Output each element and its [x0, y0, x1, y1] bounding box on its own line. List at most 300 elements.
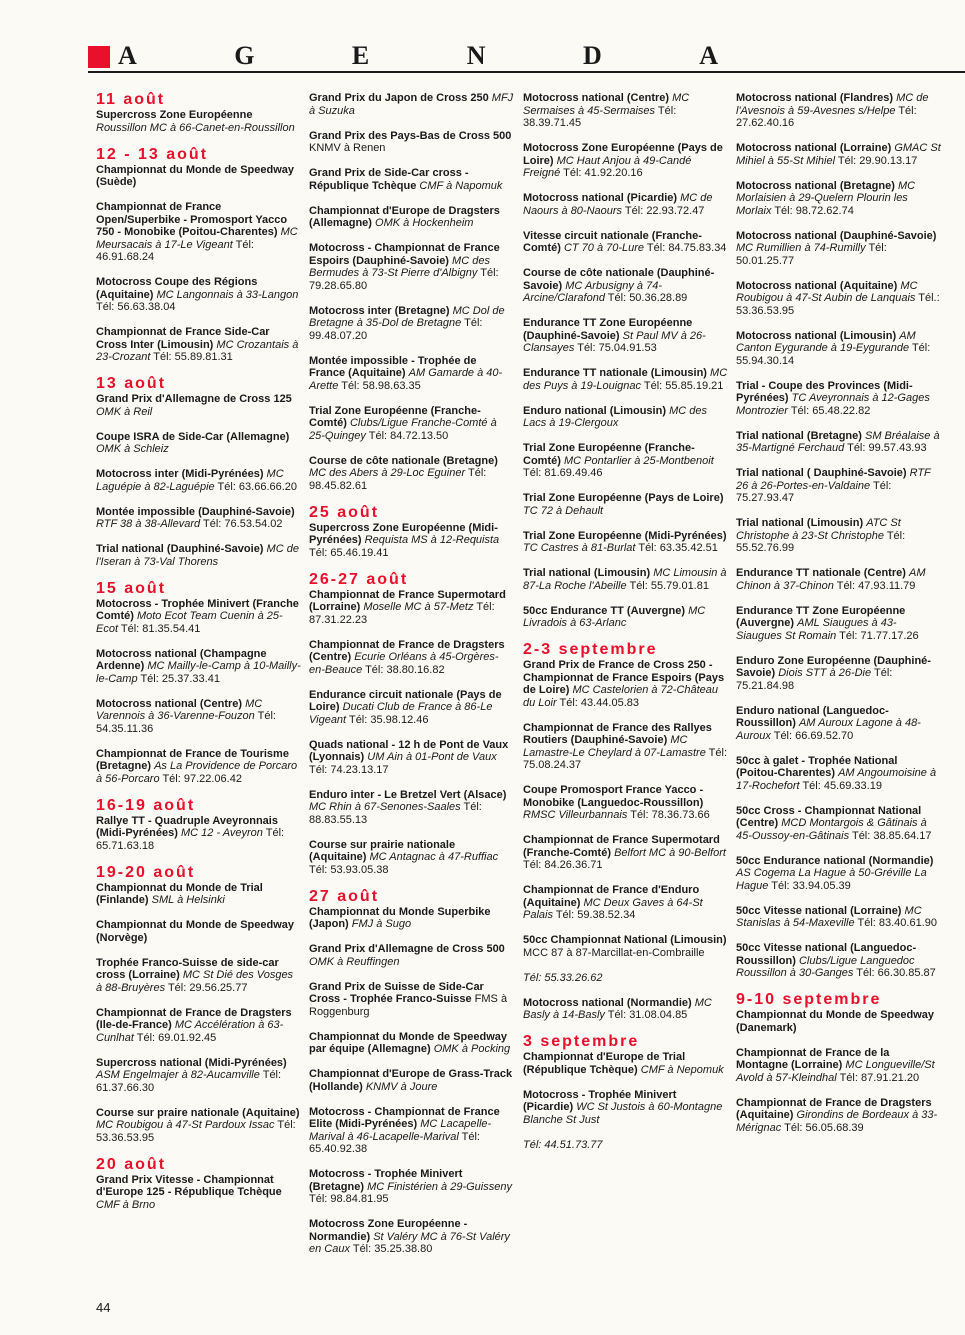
- event-title: Course sur prairie nationale (Aquitaine): [309, 838, 456, 863]
- event-title: Championnat du Monde de Speedway (Danemark): [736, 1009, 935, 1034]
- event-entry: [736, 655, 941, 693]
- event-title: Motocross national (Aquitaine): [736, 279, 898, 292]
- event-organizer: MC Varennois à 36-Varenne-Fouzon: [96, 697, 263, 722]
- event-title: Montée impossible - Trophée de France (Aquitaine): [309, 354, 477, 379]
- event-entry: [736, 805, 941, 843]
- event-organizer: CMF à Napomuk: [419, 179, 503, 192]
- event-phone: Tél: 66.30.85.87: [856, 967, 936, 979]
- event-phone: Tél: 87.31.22.23: [309, 601, 495, 626]
- event-title: Motocross - Trophée Minivert (Franche Comté): [96, 597, 299, 622]
- event-title: Motocross Zone Européenne (Pays de Loire): [523, 142, 723, 167]
- event-title: 50cc Endurance national (Normandie): [736, 854, 934, 867]
- event-entry: [96, 201, 301, 264]
- event-title: Endurance TT nationale (Limousin): [523, 367, 707, 379]
- date-heading: 19-20 août: [96, 863, 196, 881]
- event-title: Championnat du Monde de Speedway par équipe (Allemagne): [309, 1030, 508, 1055]
- event-organizer: RMSC Villeurbannais: [523, 809, 628, 821]
- event-entry: [309, 1218, 514, 1256]
- title-letter: A: [699, 41, 718, 70]
- event-organizer: MC Pontarlier à 25-Montbenoit: [563, 454, 714, 467]
- event-phone: Tél: 98.72.62.74: [774, 204, 854, 217]
- event-organizer: AM Canton Eygurande à 19-Eygurande: [736, 329, 916, 354]
- event-phone: Tél: 27.62.40.16: [736, 104, 917, 129]
- event-title: Course de côte nationale (Dauphiné-Savoie): [523, 267, 715, 292]
- event-entry: [309, 1031, 514, 1056]
- event-entry: [523, 92, 728, 130]
- event-organizer: TC Aveyronnais à 12-Gages Montrozier: [736, 392, 930, 417]
- event-organizer: UM Ain à 01-Pont de Vaux: [367, 751, 497, 763]
- event-entry: [523, 1051, 728, 1076]
- event-title: Trial national (Dauphiné-Savoie): [96, 543, 264, 555]
- event-entry: [523, 659, 728, 709]
- event-entry: [523, 605, 728, 630]
- event-organizer: MC Rhin à 67-Senones-Saales: [309, 801, 461, 813]
- event-entry: [523, 530, 728, 555]
- event-entry: [523, 934, 728, 959]
- event-organizer: AM Chinon à 37-Chinon: [736, 567, 926, 592]
- event-entry: [309, 789, 514, 827]
- event-organizer: RTF 26 à 26-Portes-en-Valdaine: [736, 467, 931, 492]
- event-title: Montée impossible (Dauphiné-Savoie): [96, 505, 295, 518]
- event-organizer: MC Sermaises à 45-Sermaises: [523, 92, 690, 117]
- event-organizer: KNMV à Joure: [365, 1080, 438, 1093]
- event-title: Motocross national (Champagne Ardenne): [96, 647, 267, 672]
- event-organizer: As La Providence de Porcaro à 56-Porcaro: [96, 760, 298, 785]
- event-title: Championnat de France des Rallyes Routiers (Dauphiné-Savoie): [523, 721, 712, 746]
- event-title: Endurance TT Zone Européenne (Auvergne): [736, 604, 906, 629]
- event-title: Championnat du Monde de Speedway (Suède): [96, 163, 295, 188]
- event-phone: Tél.: 53.36.53.95: [736, 292, 940, 317]
- event-organizer: MC Dol de Bretagne à 35-Dol de Bretagne: [309, 304, 505, 329]
- event-entry: [523, 492, 728, 517]
- event-title: Enduro national (Limousin): [523, 404, 666, 417]
- event-organizer: AM Gamarde à 40-Arette: [309, 367, 503, 392]
- event-title: Motocross national (Flandres): [736, 92, 894, 104]
- event-title: 50cc Vitesse national (Lorraine): [736, 904, 902, 917]
- event-entry: [309, 205, 514, 230]
- event-organizer: MC Meursacais à 17-Le Vigeant: [96, 226, 298, 251]
- event-entry: [309, 355, 514, 393]
- event-entry: [96, 109, 301, 134]
- event-organizer: MC Roubigou à 47-St Aubin de Lanquais: [736, 279, 918, 304]
- event-organizer: MC Morlaisien à 29-Quelern Plourin les Morlaix: [736, 179, 916, 217]
- agenda-column-2: [309, 92, 514, 1268]
- event-organizer: FMJ à Sugo: [351, 918, 412, 930]
- event-title: Motocross Zone Européenne - Normandie): [309, 1218, 468, 1243]
- event-phone: Tél: 58.98.63.35: [341, 379, 421, 392]
- date-heading: 2-3 septembre: [523, 641, 658, 658]
- event-phone: Tél: 53.36.53.95: [96, 1119, 296, 1144]
- event-title: Championnat de France Supermotard (Franche-Comté): [523, 834, 720, 859]
- event-organizer: MC Laguépie à 82-Laguépie: [96, 468, 284, 493]
- event-organizer: MC Arbusigny à 74-Arcine/Clarafond: [523, 279, 663, 304]
- title-letter: D: [582, 41, 602, 70]
- event-title: Grand Prix de Suisse de Side-Car Cross - Trophée Franco-Suisse: [309, 980, 484, 1005]
- event-organizer: Ecurie Orléans à 45-Orgères-en-Beauce: [309, 651, 499, 676]
- event-title: Course de côte nationale (Bretagne): [309, 454, 498, 467]
- event-phone: Tél: 55.89.81.31: [153, 351, 233, 363]
- event-title: Grand Prix d'Allemagne de Cross 500: [309, 943, 505, 955]
- event-title: Endurance TT Zone Européenne (Dauphiné-Savoie): [523, 317, 693, 342]
- event-organizer: MC Mailly-le-Camp à 10-Mailly-le-Camp: [96, 660, 301, 685]
- event-entry: [309, 589, 514, 627]
- event-phone: Tél: 87.91.21.20: [839, 1071, 920, 1084]
- event-entry: [96, 648, 301, 686]
- event-phone: Tél: 46.91.68.24: [96, 238, 254, 263]
- event-organizer: CT 70 à 70-Lure: [563, 242, 645, 254]
- event-entry: [309, 839, 514, 877]
- event-organizer: MC des Puys à 19-Louignac: [523, 367, 728, 392]
- event-entry: [96, 506, 301, 531]
- event-organizer: MC Antagnac à 47-Ruffiac: [369, 851, 499, 863]
- event-title: Motocross national (Dauphiné-Savoie): [736, 229, 937, 242]
- event-phone: Tél: 43.44.05.83: [559, 696, 640, 709]
- event-phone: Tél: 38.80.16.82: [365, 663, 445, 676]
- event-phone: KNMV à Renen: [309, 142, 386, 154]
- event-entry: [309, 639, 514, 677]
- event-organizer: Roussillon MC à 66-Canet-en-Roussillon: [96, 121, 295, 134]
- event-title: Motocross inter (Bretagne): [309, 304, 450, 317]
- event-title: Motocross - Trophée Minivert (Bretagne): [309, 1168, 463, 1193]
- event-organizer: WC St Justois à 60-Montagne Blanche St Just: [523, 1101, 723, 1126]
- event-title: Trial national (Limousin): [523, 567, 651, 579]
- event-title: Grand Prix du Japon de Cross 250: [309, 92, 489, 104]
- event-entry: [96, 815, 301, 853]
- event-phone: Tél: 55.85.19.21: [643, 379, 724, 392]
- event-organizer: MC Lamastre-Le Cheylard à 07-Lamastre: [523, 734, 706, 759]
- event-title: Motocross national (Picardie): [523, 192, 678, 204]
- event-organizer: MC Limousin à 87-La Roche l'Abeille: [523, 567, 727, 592]
- event-title: Trophée Franco-Suisse de side-car cross (Lorraine): [96, 956, 279, 981]
- event-entry: [523, 1089, 728, 1127]
- event-entry: [96, 468, 301, 493]
- event-title: Vitesse circuit nationale (Franche-Comté): [523, 229, 702, 254]
- event-title: Motocross national (Normandie): [523, 996, 692, 1009]
- event-entry: [523, 997, 728, 1022]
- title-letter: N: [466, 41, 486, 70]
- event-phone: Tél: 99.57.43.93: [847, 442, 927, 454]
- event-title: Motocross national (Centre): [96, 697, 243, 710]
- event-title: Trial Zone Européenne (Pays de Loire): [523, 492, 724, 504]
- event-organizer: MC Stanislas à 54-Maxeville: [736, 904, 922, 929]
- event-entry: [736, 567, 941, 592]
- event-title: Championnat d'Europe de Trial (République Tchèque): [523, 1051, 686, 1076]
- event-entry: [523, 317, 728, 355]
- event-title: Championnat du Monde Superbike (Japon): [309, 905, 491, 930]
- date-heading: 3 septembre: [523, 1033, 640, 1050]
- event-title: 50cc Championnat National (Limousin): [523, 934, 727, 946]
- event-phone: Tél: 66.69.52.70: [773, 729, 854, 742]
- event-entry: [736, 517, 941, 555]
- event-entry: [96, 957, 301, 995]
- event-organizer: ASM Engelmajer à 82-Aucamville: [96, 1069, 260, 1081]
- red-square-icon: [88, 46, 110, 68]
- title-letter: E: [351, 41, 370, 70]
- date-heading: 27 août: [309, 887, 380, 905]
- event-phone: Tél: 65.46.19.41: [309, 546, 389, 559]
- event-organizer: Tél: 44.51.73.77: [523, 1138, 603, 1151]
- event-phone: Tél: 53.93.05.38: [309, 863, 389, 876]
- event-phone: Tél: 38.39.71.45: [523, 104, 677, 129]
- event-entry: [309, 405, 514, 443]
- event-entry: [736, 430, 941, 455]
- agenda-header: [88, 42, 965, 74]
- event-organizer: MC St Dié des Vosges à 88-Bruyères: [96, 969, 294, 994]
- event-phone: MCC 87 à 87-Marcillat-en-Combraille: [523, 946, 705, 959]
- event-entry: [96, 1007, 301, 1045]
- event-title: Championnat de France de Dragsters (Aquitaine): [736, 1096, 932, 1121]
- event-entry: [309, 1168, 514, 1206]
- event-phone: Tél: 78.36.73.66: [630, 809, 710, 821]
- event-phone: Tél: 33.94.05.39: [771, 879, 851, 892]
- event-title: Grand Prix de France de Cross 250 - Championnat de France Espoirs (Pays de Loire): [523, 659, 725, 696]
- event-organizer: MC Langonnais à 33-Langon: [156, 288, 299, 301]
- event-organizer: GMAC St Mihiel à 55-St Mihiel: [736, 142, 941, 167]
- date-heading: 9-10 septembre: [736, 991, 882, 1008]
- event-entry: [736, 855, 941, 893]
- event-organizer: MC 12 - Aveyron: [180, 827, 263, 839]
- event-title: Championnat du Monde de Trial (Finlande): [96, 881, 263, 906]
- event-phone: Tél: 75.08.24.37: [523, 746, 728, 771]
- event-entry: [736, 92, 941, 130]
- event-organizer: AML Siaugues à 43-Siaugues St Romain: [736, 617, 897, 642]
- event-organizer: Ducati Club de France à 86-Le Vigeant: [309, 701, 493, 726]
- event-title: Motocross Coupe des Régions (Aquitaine): [96, 276, 258, 301]
- date-heading: 26-27 août: [309, 570, 409, 588]
- event-entry: [96, 431, 301, 456]
- event-phone: Tél: 29.90.13.17: [837, 154, 918, 167]
- event-organizer: SM Bréalaise à 35-Martigné Ferchaud: [736, 429, 940, 454]
- event-organizer: Tél: 55.33.26.62: [523, 971, 603, 984]
- event-organizer: ATC St Christophe à 23-St Christophe: [736, 517, 901, 542]
- event-organizer: Moto Ecot Team Cuenin à 25-Ecot: [96, 610, 283, 635]
- event-phone: Tél: 25.37.33.41: [140, 672, 220, 685]
- event-organizer: Requista MS à 12-Requista: [364, 534, 500, 546]
- event-phone: Tél: 84.72.13.50: [368, 429, 449, 442]
- event-entry: [96, 882, 301, 907]
- event-organizer: MC Accélération à 63-Cunlhat: [96, 1019, 284, 1044]
- event-organizer: MC Rumillien à 74-Rumilly: [736, 242, 866, 254]
- event-entry: [736, 705, 941, 743]
- title-letter: A: [118, 41, 137, 70]
- event-organizer: OMK à Pocking: [433, 1043, 511, 1055]
- event-phone: Tél: 22.93.72.47: [624, 204, 705, 217]
- event-title: Grand Prix Vitesse - Championnat d'Europe 125 - République Tchèque: [96, 1173, 282, 1198]
- event-entry: [309, 943, 514, 968]
- event-title: Championnat de France Open/Superbike - Promosport Yacco 750 - Monobike (Poitou-Charentes): [96, 201, 288, 238]
- date-heading: 25 août: [309, 503, 380, 521]
- event-organizer: St Paul MV à 26-Clansayes: [523, 329, 706, 354]
- event-entry: [736, 755, 941, 793]
- event-phone: Tél: 98.84.81.95: [309, 1193, 389, 1205]
- event-organizer: Clubs/Ligue Franche-Comté à 25-Quingey: [309, 417, 497, 442]
- event-phone: Tél: 99.48.07.20: [309, 317, 483, 342]
- event-entry: [309, 981, 514, 1019]
- event-phone: Tél: 69.01.92.45: [136, 1031, 217, 1044]
- event-phone: Tél: 61.37.66.30: [96, 1069, 282, 1094]
- event-organizer: Girondins de Bordeaux à 33-Mérignac: [736, 1109, 938, 1134]
- event-title: Championnat d'Europe de Dragsters (Allemagne): [309, 204, 500, 229]
- event-title: 50cc Vitesse national (Languedoc-Roussillon): [736, 942, 917, 967]
- event-organizer: MC Roubigou à 47-St Pardoux Issac: [96, 1119, 275, 1131]
- event-entry: [96, 393, 301, 418]
- event-phone: Tél: 55.79.01.81: [629, 579, 709, 592]
- event-organizer: MC Basly à 14-Basly: [523, 996, 712, 1021]
- event-entry: [736, 605, 941, 643]
- event-entry: [736, 330, 941, 368]
- event-entry: [309, 689, 514, 727]
- event-title: Endurance TT nationale (Centre): [736, 567, 906, 579]
- event-entry: [96, 164, 301, 189]
- event-entry: [736, 142, 941, 167]
- event-title: Rallye TT - Quadruple Aveyronnais (Midi-Pyrénées): [96, 814, 278, 839]
- event-organizer: MC Crozantais à 23-Crozant: [96, 338, 299, 363]
- event-organizer: MFJ à Suzuka: [309, 92, 514, 117]
- event-entry: [523, 567, 728, 592]
- event-phone: Tél: 55.52.76.99: [736, 529, 906, 554]
- event-phone: Tél: 79.28.65.80: [309, 267, 499, 292]
- event-title: Trial national ( Dauphiné-Savoie): [736, 467, 907, 479]
- event-title: Motocross - Championnat de France Elite (Midi-Pyrénées): [309, 1105, 500, 1130]
- event-entry: [96, 598, 301, 636]
- event-title: Coupe Promosport France Yacco - Monobike (Languedoc-Roussillon): [523, 784, 704, 809]
- event-entry: [309, 1068, 514, 1093]
- event-entry: [523, 230, 728, 255]
- event-title: Enduro Zone Européenne (Dauphiné-Savoie): [736, 654, 931, 679]
- event-phone: Tél: 97.22.06.42: [162, 772, 242, 785]
- event-organizer: OMK à Schleiz: [96, 443, 169, 455]
- event-phone: Tél: 56.05.68.39: [784, 1121, 864, 1134]
- event-phone: Tél: 75.21.84.98: [736, 667, 893, 692]
- event-phone: Tél: 50.36.28.89: [607, 292, 688, 304]
- event-phone: Tél: 88.83.55.13: [309, 801, 482, 826]
- event-organizer: OMK à Reil: [96, 405, 153, 418]
- event-organizer: MC Finistérien à 29-Guisseny: [367, 1180, 512, 1193]
- event-organizer: MC Deux Gaves à 64-St Palais: [523, 896, 703, 921]
- event-title: 50cc Cross - Championnat National (Centre): [736, 804, 922, 829]
- event-entry: [736, 1009, 941, 1034]
- event-organizer: TC 72 à Dehault: [523, 504, 604, 517]
- event-phone: Tél: 38.85.64.17: [851, 829, 932, 842]
- event-phone: Tél: 31.08.04.85: [607, 1009, 688, 1021]
- event-entry: [309, 522, 514, 560]
- title-letter: G: [234, 41, 255, 70]
- event-organizer: TC Castres à 81-Burlat: [523, 542, 636, 554]
- event-title: Trial - Coupe des Provinces (Midi-Pyrénées): [736, 379, 913, 404]
- event-organizer: SML à Helsinki: [151, 894, 225, 906]
- event-organizer: MCD Montargois & Gâtinais à 45-Oussoy-en-Gâtinais: [736, 817, 927, 842]
- event-title: Grand Prix de Side-Car cross - République Tchèque: [309, 167, 469, 192]
- event-entry: [523, 722, 728, 772]
- event-entry: [96, 543, 301, 568]
- event-phone: Tél: 41.92.20.16: [563, 167, 643, 179]
- event-organizer: AS Cogema La Hague à 50-Gréville La Hague: [736, 867, 927, 892]
- event-phone: Tél: 45.69.33.19: [802, 779, 882, 792]
- event-phone: Tél: 71.77.17.26: [839, 629, 919, 642]
- event-title: Trial national (Limousin): [736, 517, 864, 529]
- event-title: Trial national (Bretagne): [736, 429, 862, 442]
- event-phone: Tél: 83.40.61.90: [857, 917, 937, 929]
- event-organizer: MC Lacapelle-Marival à 46-Lacapelle-Marival: [309, 1118, 492, 1143]
- event-title: Championnat de France de Tourisme (Bretagne): [96, 747, 289, 772]
- event-phone: Tél: 65.71.63.18: [96, 827, 285, 852]
- event-title: Championnat d'Europe de Grass-Track (Hollande): [309, 1068, 513, 1093]
- event-title: Supercross Zone Européenne: [96, 109, 253, 121]
- agenda-column-1: [96, 92, 301, 1224]
- header-rule: [88, 71, 965, 73]
- date-heading: 11 août: [96, 91, 166, 108]
- event-title: Motocross - Trophée Minivert (Picardie): [523, 1088, 677, 1113]
- event-entry: [309, 92, 514, 117]
- event-phone: Tél: 75.27.93.47: [736, 479, 892, 504]
- date-heading: 13 août: [96, 375, 167, 392]
- event-organizer: RTF 38 à 38-Allevard: [96, 518, 201, 530]
- event-organizer: OMK à Hockenheim: [375, 217, 474, 229]
- event-title: Championnat de France de Dragsters (Centre): [309, 638, 505, 663]
- event-title: Championnat du Monde de Speedway (Norvège): [96, 919, 295, 944]
- event-entry: [96, 1107, 301, 1145]
- event-entry: [309, 455, 514, 493]
- event-organizer: Belfort MC à 90-Belfort: [614, 846, 726, 859]
- event-entry: [736, 230, 941, 268]
- event-title: Endurance circuit nationale (Pays de Loire): [309, 688, 502, 713]
- event-entry: [523, 1139, 728, 1152]
- event-entry: [309, 739, 514, 777]
- event-entry: [309, 167, 514, 192]
- event-title: Trial Zone Européenne (Franche-Comté): [309, 404, 481, 429]
- event-phone: Tél: 84.75.83.34: [646, 242, 727, 254]
- event-title: Coupe ISRA de Side-Car (Allemagne): [96, 430, 290, 443]
- event-phone: Tél: 63.66.66.20: [217, 480, 298, 493]
- event-organizer: OMK à Reuffingen: [309, 955, 400, 968]
- event-organizer: MC des Bermudes à 73-St Pierre d'Albigny: [309, 254, 490, 279]
- event-entry: [309, 305, 514, 343]
- event-title: 50cc à galet - Trophée National (Poitou-Charentes): [736, 754, 898, 779]
- event-phone: Tél: 35.25.38.80: [352, 1243, 433, 1255]
- event-phone: Tél: 29.56.25.77: [167, 981, 248, 994]
- event-entry: [523, 784, 728, 822]
- event-organizer: St Valéry MC à 76-St Valéry en Caux: [309, 1230, 510, 1255]
- date-heading: 15 août: [96, 579, 167, 597]
- event-title: Motocross inter (Midi-Pyrénées): [96, 468, 264, 480]
- event-phone: Tél: 50.01.25.77: [736, 242, 887, 267]
- date-heading: 20 août: [96, 1155, 167, 1173]
- event-organizer: MC Livradois à 63-Arlanc: [523, 604, 706, 629]
- event-phone: Tél: 75.04.91.53: [577, 342, 657, 354]
- event-title: Enduro inter - Le Bretzel Vert (Alsace): [309, 788, 507, 801]
- event-entry: [309, 130, 514, 155]
- event-title: Championnat de France de la Montagne (Lorraine): [736, 1046, 890, 1071]
- event-title: Championnat de France Supermotard (Lorraine): [309, 588, 506, 613]
- event-entry: [736, 942, 941, 980]
- event-entry: [523, 192, 728, 217]
- event-title: Supercross national (Midi-Pyrénées): [96, 1056, 287, 1069]
- event-entry: [523, 884, 728, 922]
- event-organizer: CMF à Nepomuk: [640, 1063, 724, 1076]
- event-title: Championnat de France de Dragsters (Ile-de-France): [96, 1006, 292, 1031]
- date-heading: 12 - 13 août: [96, 145, 209, 163]
- event-entry: [736, 1047, 941, 1085]
- event-entry: [96, 276, 301, 314]
- event-organizer: MC Longueville/St Avold à 57-Kleindhal: [736, 1059, 935, 1084]
- event-phone: Tél: 59.38.52.34: [555, 909, 636, 921]
- event-entry: [523, 834, 728, 872]
- event-title: Championnat de France Side-Car Cross Inter (Limousin): [96, 326, 270, 351]
- event-entry: [736, 467, 941, 505]
- event-organizer: Diois STT à 26-Die: [778, 667, 872, 679]
- page-number: 44: [96, 1300, 111, 1315]
- event-title: Motocross national (Centre): [523, 92, 670, 104]
